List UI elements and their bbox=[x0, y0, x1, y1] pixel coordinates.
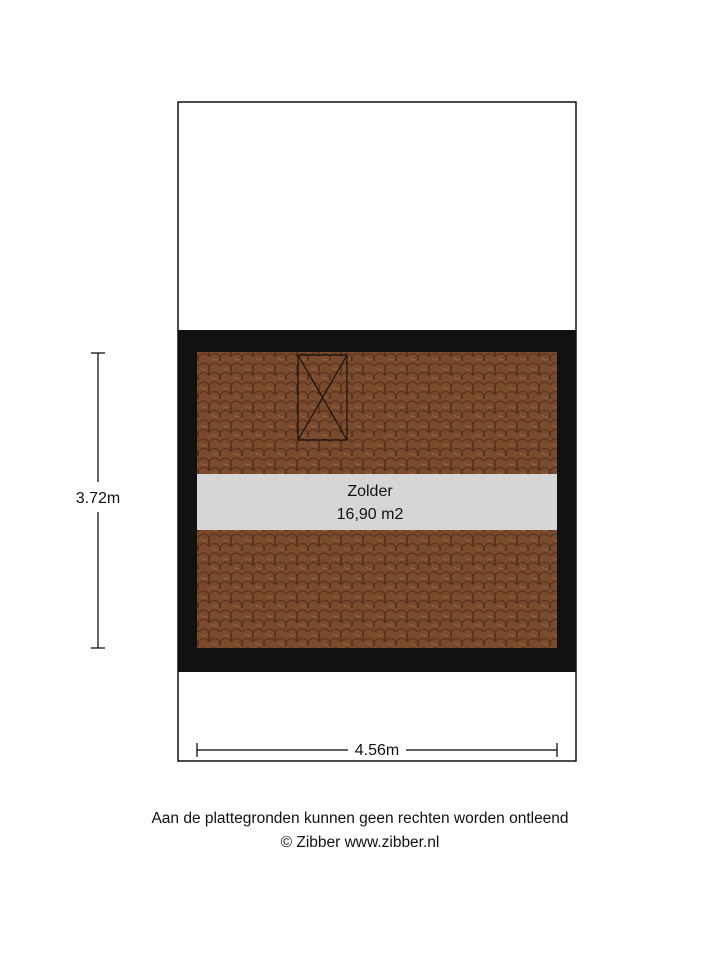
room-area: 16,90 m2 bbox=[336, 506, 404, 523]
height-dimension-label: 3.72m bbox=[75, 490, 121, 507]
copyright-text: © Zibber www.zibber.nl bbox=[280, 834, 440, 851]
width-dimension-label: 4.56m bbox=[354, 742, 400, 759]
disclaimer-text: Aan de plattegronden kunnen geen rechten worden ontleend bbox=[151, 810, 569, 827]
room-name: Zolder bbox=[347, 483, 393, 500]
